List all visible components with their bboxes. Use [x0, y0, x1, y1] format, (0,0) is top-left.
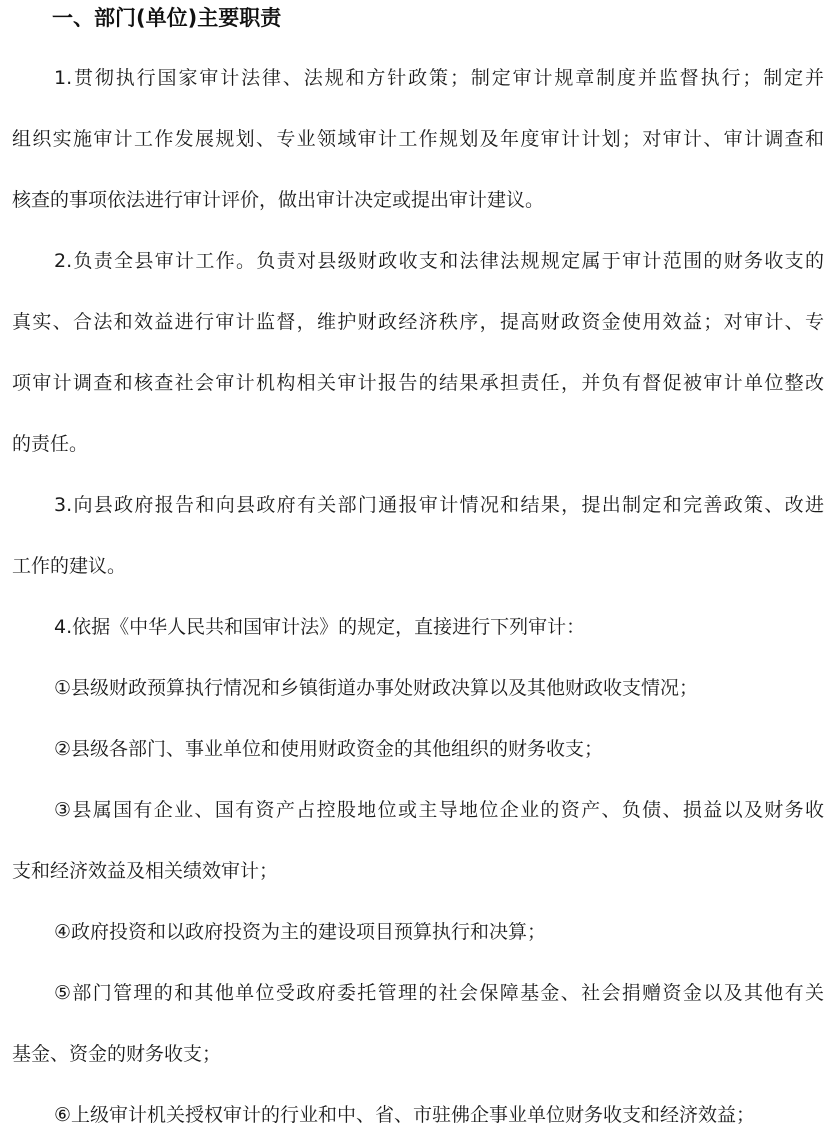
paragraph-4-line-1: 4.依据《中华人民共和国审计法》的规定，直接进行下列审计：: [54, 616, 586, 638]
list-item-3-line-1: ③县属国有企业、国有资产占控股地位或主导地位企业的资产、负债、损益以及财务收: [54, 799, 824, 821]
paragraph-2-line-4: 的责任。: [12, 433, 89, 455]
paragraph-2-line-3: 项审计调查和核查社会审计机构相关审计报告的结果承担责任，并负有督促被审计单位整改: [12, 372, 824, 394]
list-item-4: ④政府投资和以政府投资为主的建设项目预算执行和决算；: [54, 921, 547, 943]
list-item-5-line-1: ⑤部门管理的和其他单位受政府委托管理的社会保障基金、社会捐赠资金以及其他有关: [54, 982, 824, 1004]
paragraph-1-line-1: 1.贯彻执行国家审计法律、法规和方针政策；制定审计规章制度并监督执行；制定并: [54, 67, 824, 89]
list-item-6: ⑥上级审计机关授权审计的行业和中、省、市驻佛企事业单位财务收支和经济效益；: [54, 1104, 756, 1126]
paragraph-3-line-1: 3.向县政府报告和向县政府有关部门通报审计情况和结果，提出制定和完善政策、改进: [54, 494, 824, 516]
paragraph-2-line-1: 2.负责全县审计工作。负责对县级财政收支和法律法规规定属于审计范围的财务收支的: [54, 250, 824, 272]
paragraph-1-line-2: 组织实施审计工作发展规划、专业领域审计工作规划及年度审计计划；对审计、审计调查和: [12, 128, 824, 150]
section-heading: 一、部门(单位)主要职责: [52, 6, 282, 30]
list-item-3-line-2: 支和经济效益及相关绩效审计；: [12, 860, 279, 882]
paragraph-1-line-3: 核查的事项依法进行审计评价，做出审计决定或提出审计建议。: [12, 189, 545, 211]
list-item-5-line-2: 基金、资金的财务收支；: [12, 1043, 222, 1065]
list-item-1: ①县级财政预算执行情况和乡镇街道办事处财政决算以及其他财政收支情况；: [54, 677, 699, 699]
paragraph-2-line-2: 真实、合法和效益进行审计监督，维护财政经济秩序，提高财政资金使用效益；对审计、专: [12, 311, 824, 333]
list-item-2: ②县级各部门、事业单位和使用财政资金的其他组织的财务收支；: [54, 738, 604, 760]
paragraph-3-line-2: 工作的建议。: [12, 555, 127, 577]
